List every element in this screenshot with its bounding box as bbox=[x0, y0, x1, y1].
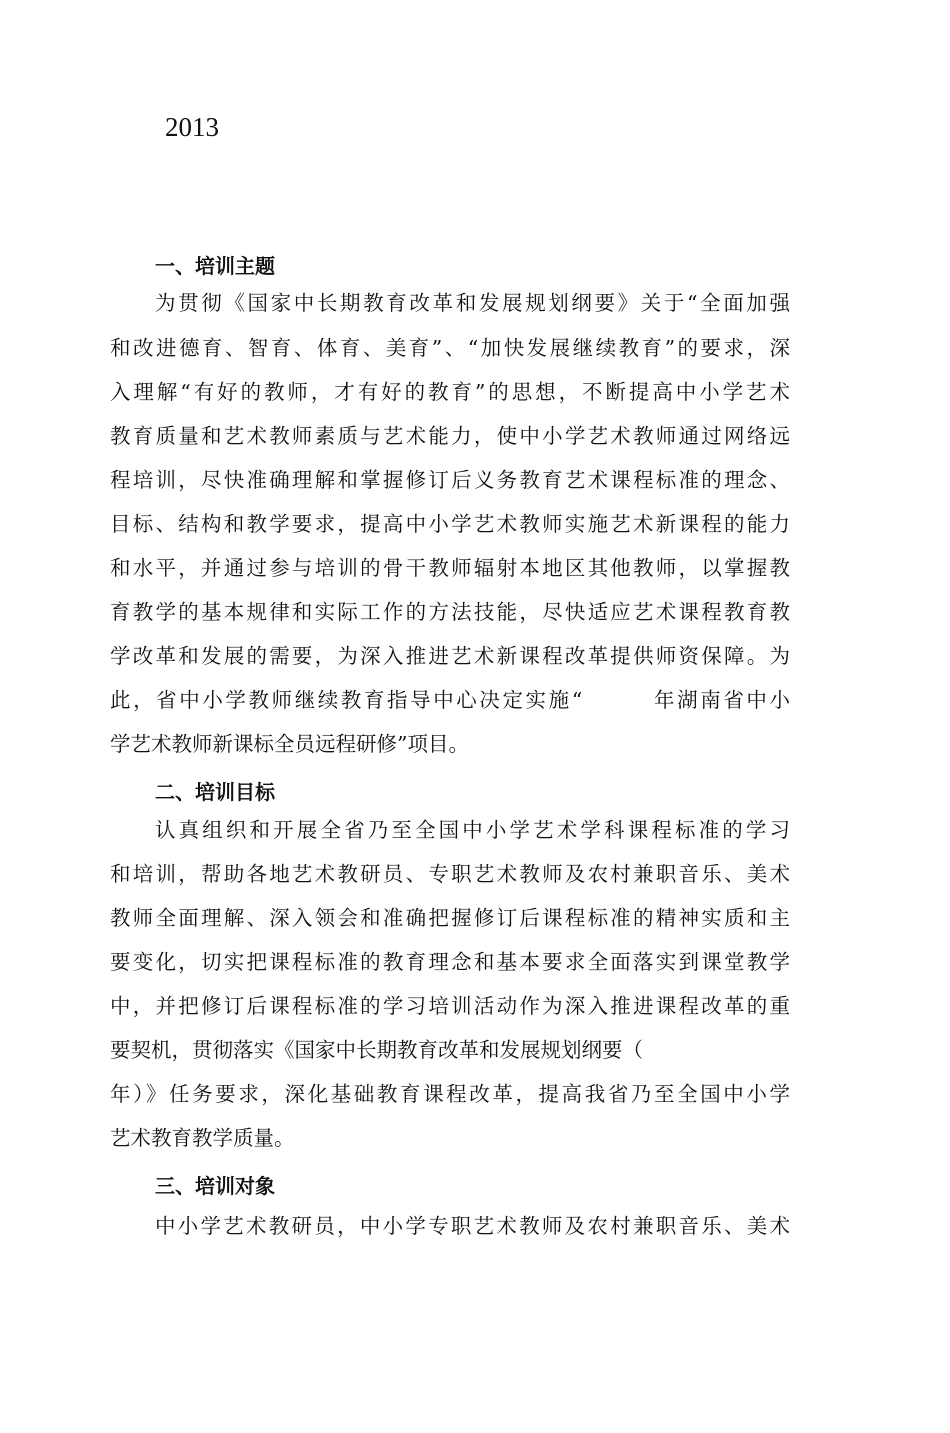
paragraph-line: 要契机，贯彻落实《国家中长期教育改革和发展规划纲要（ bbox=[110, 1038, 643, 1062]
paragraph-line: 学改革和发展的需要，为深入推进艺术新课程改革提供师资保障。为 bbox=[110, 644, 790, 668]
section-heading-goals: 二、培训目标 bbox=[155, 780, 275, 804]
paragraph-line: 程培训，尽快准确理解和掌握修订后义务教育艺术课程标准的理念、 bbox=[110, 468, 790, 492]
paragraph-line: 此，省中小学教师继续教育指导中心决定实施“ 年湖南省中小 bbox=[110, 688, 790, 712]
paragraph-line: 为贯彻《国家中长期教育改革和发展规划纲要》关于“全面加强 bbox=[155, 291, 790, 315]
paragraph-line: 育教学的基本规律和实际工作的方法技能，尽快适应艺术课程教育教 bbox=[110, 600, 790, 624]
paragraph-line: 艺术教育教学质量。 bbox=[110, 1126, 295, 1150]
section-heading-theme: 一、培训主题 bbox=[155, 254, 275, 278]
paragraph-line: 年）》任务要求，深化基础教育课程改革，提高我省乃至全国中小学 bbox=[110, 1082, 790, 1106]
paragraph-line: 学艺术教师新课标全员远程研修”项目。 bbox=[110, 732, 469, 756]
paragraph-line: 教师全面理解、深入领会和准确把握修订后课程标准的精神实质和主 bbox=[110, 906, 790, 930]
paragraph-line: 和改进德育、智育、体育、美育”、“加快发展继续教育”的要求，深 bbox=[110, 336, 790, 360]
paragraph-line: 和水平，并通过参与培训的骨干教师辐射本地区其他教师，以掌握教 bbox=[110, 556, 790, 580]
document-year: 2013 bbox=[165, 112, 219, 142]
paragraph-line: 入理解“有好的教师，才有好的教育”的思想，不断提高中小学艺术 bbox=[110, 380, 790, 404]
paragraph-line: 中，并把修订后课程标准的学习培训活动作为深入推进课程改革的重 bbox=[110, 994, 790, 1018]
paragraph-line: 中小学艺术教研员，中小学专职艺术教师及农村兼职音乐、美术 bbox=[155, 1214, 790, 1238]
paragraph-line: 认真组织和开展全省乃至全国中小学艺术学科课程标准的学习 bbox=[155, 818, 790, 842]
section-heading-audience: 三、培训对象 bbox=[155, 1174, 275, 1198]
paragraph-line: 目标、结构和教学要求，提高中小学艺术教师实施艺术新课程的能力 bbox=[110, 512, 790, 536]
paragraph-line: 教育质量和艺术教师素质与艺术能力，使中小学艺术教师通过网络远 bbox=[110, 424, 790, 448]
paragraph-line: 和培训，帮助各地艺术教研员、专职艺术教师及农村兼职音乐、美术 bbox=[110, 862, 790, 886]
paragraph-line: 要变化，切实把课程标准的教育理念和基本要求全面落实到课堂教学 bbox=[110, 950, 790, 974]
